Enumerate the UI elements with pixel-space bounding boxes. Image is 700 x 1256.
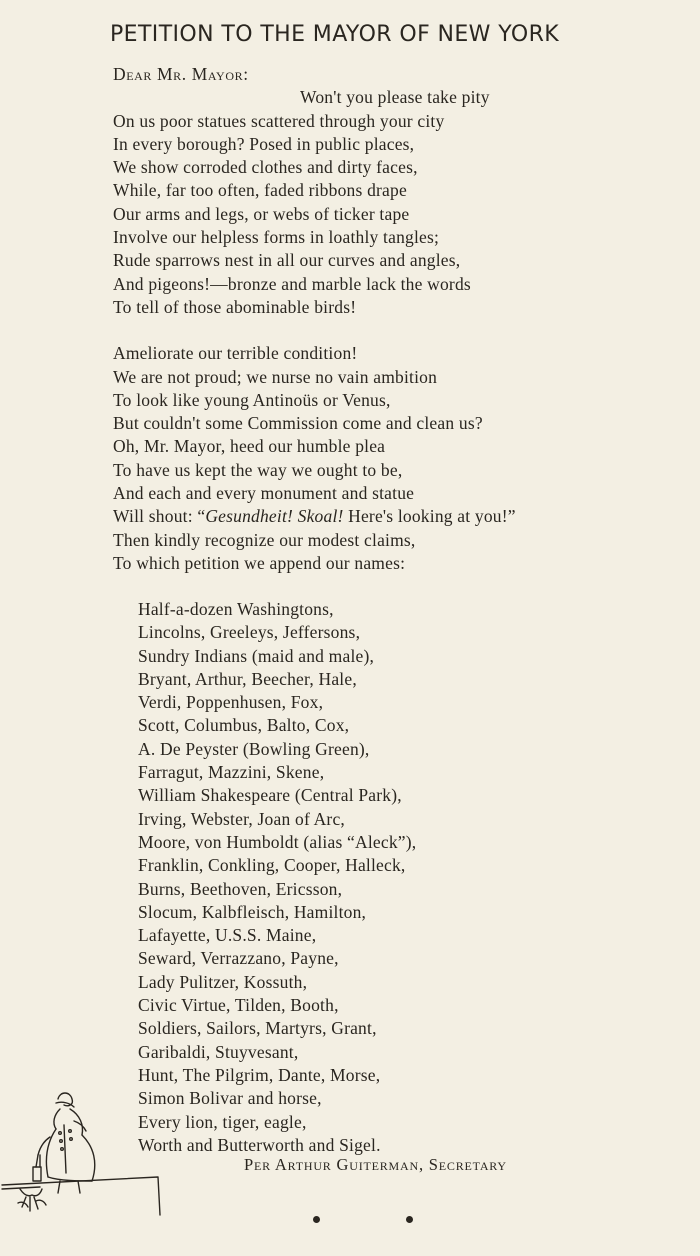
name-line: Verdi, Poppenhusen, Fox,	[138, 692, 324, 713]
signature: Per Arthur Guiterman, Secretary	[244, 1155, 507, 1174]
shout-line	[113, 505, 516, 528]
poem-line: In every borough? Posed in public places,	[113, 133, 415, 154]
name-line: Garibaldi, Stuyvesant,	[138, 1041, 299, 1062]
poem-line: Then kindly recognize our modest claims,	[113, 529, 416, 550]
salutation: Dear Mr. Mayor:	[113, 64, 249, 84]
name-line: Lady Pulitzer, Kossuth,	[138, 971, 308, 992]
poem-body	[113, 63, 516, 575]
poem-line: To have us kept the way we ought to be,	[113, 459, 403, 480]
poem-line: Our arms and legs, or webs of ticker tape	[113, 203, 410, 224]
name-line: Franklin, Conkling, Cooper, Halleck,	[138, 855, 406, 876]
names-list	[138, 598, 416, 1157]
name-line: Sundry Indians (maid and male),	[138, 645, 375, 666]
name-line: Every lion, tiger, eagle,	[138, 1111, 307, 1132]
ornament-dot	[406, 1216, 413, 1223]
poem-line: And each and every monument and statue	[113, 483, 415, 504]
name-line: Civic Virtue, Tilden, Booth,	[138, 995, 339, 1016]
name-line: Seward, Verrazzano, Payne,	[138, 948, 339, 969]
name-line: Irving, Webster, Joan of Arc,	[138, 808, 345, 829]
poem-line: Rude sparrows nest in all our curves and angles,	[113, 250, 461, 271]
poem-line: To tell of those abominable birds!	[113, 296, 357, 317]
name-line: Moore, von Humboldt (alias “Aleck”),	[138, 831, 417, 852]
stanza-2	[113, 342, 516, 575]
poem-line: Ameliorate our terrible condition!	[113, 343, 358, 364]
name-line: Bryant, Arthur, Beecher, Hale,	[138, 668, 357, 689]
poem-line: On us poor statues scattered through your city	[113, 110, 445, 131]
poem-line: Oh, Mr. Mayor, heed our humble plea	[113, 436, 386, 457]
name-line: Lafayette, U.S.S. Maine,	[138, 925, 317, 946]
name-line: Worth and Butterworth and Sigel.	[138, 1134, 381, 1155]
name-line: Soldiers, Sailors, Martyrs, Grant,	[138, 1018, 377, 1039]
shout-line-after: Here's looking at you!”	[343, 506, 516, 527]
name-line: Hunt, The Pilgrim, Dante, Morse,	[138, 1064, 381, 1085]
name-line: A. De Peyster (Bowling Green),	[138, 738, 370, 759]
poem-line: We show corroded clothes and dirty faces,	[113, 157, 418, 178]
poem-line: Won't you please take pity	[300, 87, 490, 108]
poem-line: But couldn't some Commission come and clean us?	[113, 413, 483, 434]
page-title: PETITION TO THE MAYOR OF NEW YORK	[110, 22, 560, 47]
name-line: Scott, Columbus, Balto, Cox,	[138, 715, 350, 736]
poem-line: And pigeons!—bronze and marble lack the words	[113, 273, 471, 294]
shout-line-italic: Gesundheit! Skoal!	[205, 506, 344, 527]
poem-line: To look like young Antinoüs or Venus,	[113, 389, 391, 410]
poem-line: To which petition we append our names:	[113, 552, 406, 573]
shout-line-before: Will shout: “	[113, 506, 206, 527]
stanza-gap	[113, 319, 516, 342]
stanza-1	[113, 86, 516, 319]
statue-sketch-illustration	[0, 1085, 170, 1235]
name-line: Farragut, Mazzini, Skene,	[138, 762, 325, 783]
name-line: Lincolns, Greeleys, Jeffersons,	[138, 622, 361, 643]
poem-line: We are not proud; we nurse no vain ambition	[113, 366, 438, 387]
name-line: Slocum, Kalbfleisch, Hamilton,	[138, 901, 367, 922]
poem-line: While, far too often, faded ribbons drape	[113, 180, 407, 201]
name-line: Half-a-dozen Washingtons,	[138, 599, 334, 619]
name-line: William Shakespeare (Central Park),	[138, 785, 402, 806]
poem-line: Involve our helpless forms in loathly tangles;	[113, 227, 440, 248]
ornament-dot	[313, 1216, 320, 1223]
name-line: Burns, Beethoven, Ericsson,	[138, 878, 343, 899]
name-line: Simon Bolivar and horse,	[138, 1088, 322, 1109]
